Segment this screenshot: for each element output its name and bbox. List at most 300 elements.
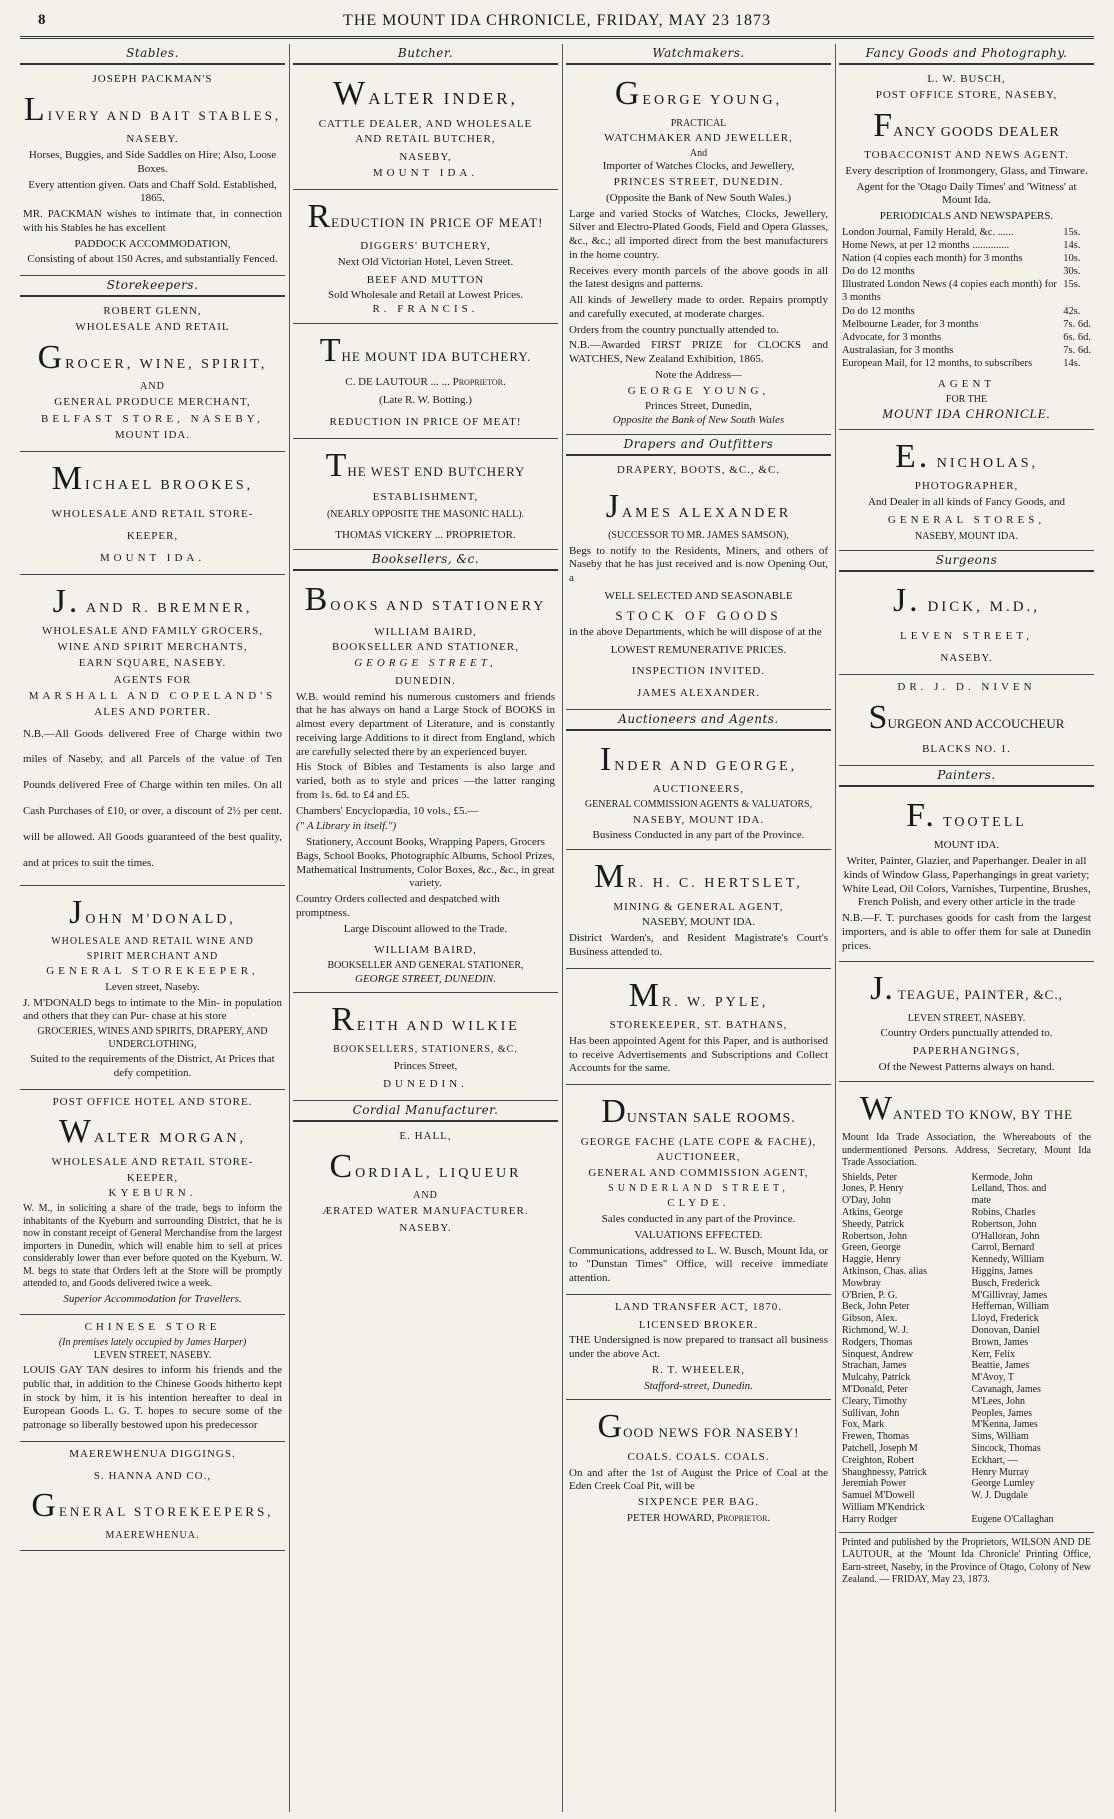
ad-text: Princes Street,	[393, 1060, 458, 1073]
ad-text: MARSHALL AND COPELAND'S	[28, 690, 277, 702]
ad-text: Leven street, Naseby.	[105, 980, 200, 993]
ad-text: PHOTOGRAPHER,	[914, 480, 1019, 493]
ad-text: Country Orders collected and despatched with promptness.	[296, 893, 500, 919]
periodicals-list	[842, 226, 1091, 370]
ad-text: W.B. would remind his numerous customers and friends that he has always on hand a Large Stock of BOOKS in almost every department of Literature, and is constantly receiving large Additions to it direct from England, which are carefully selected there by an experienced buyer.	[296, 690, 555, 758]
section-header-auctioneers: Auctioneers and Agents.	[566, 710, 831, 731]
ad-dunstan	[566, 1085, 831, 1295]
list-item: O'Brien, P. G.	[842, 1289, 898, 1301]
list-item: Carrol, Bernard	[971, 1242, 1035, 1254]
ad-mcdonald	[20, 886, 285, 1090]
ad-text: Princes Street, Dunedin,	[645, 400, 752, 413]
ad-text: THE Undersigned is now prepared to transact all business under the above Act.	[569, 1334, 828, 1360]
ad-text: DIGGERS' BUTCHERY,	[360, 240, 491, 252]
ad-tootell	[839, 789, 1094, 963]
ad-place: DUNEDIN.	[395, 674, 456, 687]
ad-title: CHINESE STORE	[84, 1321, 221, 1334]
ad-alexander	[566, 458, 831, 710]
list-item: Kerr, Felix	[971, 1348, 1015, 1360]
list-item: Sullivan, John	[842, 1407, 900, 1419]
ad-text: STOREKEEPER, ST. BATHANS,	[609, 1019, 788, 1031]
ad-signature: WILLIAM BAIRD,	[374, 944, 477, 957]
masthead	[20, 8, 1094, 39]
ad-title: J. TEAGUE, PAINTER, &C.,	[870, 970, 1063, 1008]
list-item: Robertson, John	[842, 1230, 907, 1242]
ad-text: Orders from the country punctually attended to.	[569, 323, 779, 336]
list-item: Lelland, Thos. and	[971, 1183, 1047, 1195]
ad-text: LEVEN STREET,	[899, 630, 1034, 643]
list-item: Mulcahy, Patrick	[842, 1372, 911, 1384]
column-2	[293, 44, 558, 1812]
ad-text: PRINCES STREET, DUNEDIN.	[613, 176, 784, 188]
list-item: Jones, P. Henry	[842, 1183, 904, 1195]
list-item: M'Lees, John	[971, 1395, 1025, 1407]
ad-text: GEORGE STREET,	[354, 657, 497, 669]
ad-title: F. TOOTELL	[906, 796, 1027, 834]
names-right-column	[972, 1172, 1092, 1526]
ad-text: LICENSED BROKER.	[638, 1318, 759, 1331]
ad-owner: ROBERT GLENN,	[103, 305, 202, 317]
ad-pyle	[566, 969, 831, 1086]
ad-text: SPIRIT MERCHANT AND	[86, 950, 219, 962]
ad-hertslet	[566, 850, 831, 969]
ad-chinese-store	[20, 1315, 285, 1442]
list-item-label: Home News, at per 12 months ..............	[842, 239, 1010, 251]
ad-diggers-butchery	[293, 190, 558, 324]
list-item: Sheedy, Patrick	[842, 1218, 905, 1230]
list-item: William M'Kendrick	[842, 1501, 925, 1513]
ad-place: MOUNT IDA.	[372, 166, 479, 179]
ad-text: LEVEN STREET, NASEBY.	[907, 1012, 1026, 1024]
ad-title: E. NICHOLAS,	[894, 437, 1039, 475]
ad-owner: E. HALL,	[399, 1129, 452, 1142]
ad-text: WATCHMAKER AND JEWELLER,	[604, 132, 793, 144]
ad-text: AGENT	[937, 378, 996, 391]
ad-text: GEORGE FACHE (LATE COPE & FACHE),	[580, 1135, 817, 1148]
ad-text: BELFAST STORE, NASEBY,	[41, 413, 264, 426]
ad-signature: R. T. WHEELER,	[651, 1363, 746, 1376]
ad-inder-george	[566, 733, 831, 850]
ad-place: NASEBY.	[399, 1222, 452, 1235]
ad-title: CORDIAL, LIQUEUR	[329, 1147, 522, 1185]
ad-mount-ida-butchery	[293, 324, 558, 439]
list-item: Atkinson, Chas. alias	[842, 1266, 927, 1277]
list-item: Cavanagh, James	[971, 1383, 1041, 1395]
ad-packman	[20, 67, 285, 276]
ad-text: Note the Address—	[655, 368, 742, 381]
ad-title: JOHN M'DONALD,	[69, 893, 236, 931]
list-item: Sims, William	[971, 1431, 1029, 1443]
newspaper-title: THE MOUNT IDA CHRONICLE, FRIDAY, MAY 23 1873	[343, 12, 771, 29]
ad-text: STOCK OF GOODS	[615, 607, 782, 623]
section-header-butcher: Butcher.	[293, 44, 558, 65]
page-number: 8	[38, 12, 46, 28]
list-item: Eugene O'Callaghan	[971, 1513, 1054, 1525]
ad-text: AND	[140, 381, 165, 392]
ad-title: SURGEON AND ACCOUCHEUR	[868, 698, 1065, 736]
ad-text: And	[689, 147, 708, 159]
ad-owner: MAEREWHENUA DIGGINGS.	[69, 1447, 236, 1460]
ad-owner: POST OFFICE HOTEL AND STORE.	[52, 1095, 253, 1108]
list-item: Sincock, Thomas	[971, 1442, 1041, 1454]
ad-text: GENERAL AND COMMISSION AGENT,	[588, 1167, 809, 1179]
ad-title: DUNSTAN SALE ROOMS.	[601, 1093, 796, 1130]
list-item: mate	[971, 1195, 991, 1207]
ad-text: KEEPER,	[126, 530, 179, 542]
wanted-names-list	[842, 1172, 1091, 1526]
ad-text: GENERAL PRODUCE MERCHANT,	[54, 395, 251, 408]
ad-place: DUNEDIN.	[383, 1078, 468, 1090]
list-item-price: 7s. 6d.	[1063, 318, 1091, 330]
list-item: Peoples, James	[971, 1407, 1033, 1419]
ad-text: NASEBY, MOUNT IDA.	[641, 916, 756, 929]
list-item-price: 7s. 6d.	[1063, 344, 1091, 356]
list-item: Donovan, Daniel	[971, 1324, 1040, 1336]
list-item-price: 15s.	[1063, 279, 1081, 291]
ad-text: S. HANNA AND CO.,	[93, 1469, 212, 1482]
ad-text: W. M., in soliciting a share of the trade, begs to inform the inhabitants of the Kyeburn and surrounding District, that he is now in constant receipt of General Merchandise from the largest importers in Dunedin, which will enable him to sell at prices considerably lower than ever before quoted on the Kyeburn. W. M. begs to state that Orders left at the Store will be promptly attended to, and Goods delivered twice a week.	[23, 1203, 282, 1290]
ad-morgan	[20, 1090, 285, 1316]
ad-signature: THOMAS VICKERY ... PROPRIETOR.	[335, 529, 516, 542]
ad-place: MOUNT IDA.	[114, 429, 191, 441]
ad-text: PAPERHANGINGS,	[912, 1045, 1021, 1058]
list-item: Strachan, James	[842, 1360, 907, 1372]
section-header-booksellers: Booksellers, &c.	[293, 550, 558, 571]
list-item: Henry Murray	[971, 1466, 1029, 1478]
section-header-surgeons: Surgeons	[839, 551, 1094, 572]
ad-signature: PETER HOWARD, Proprietor.	[626, 1511, 771, 1524]
ad-place: KYEBURN.	[108, 1187, 197, 1200]
ad-text: WHOLESALE AND RETAIL STORE-	[51, 508, 254, 521]
ad-title: REDUCTION IN PRICE OF MEAT!	[307, 197, 544, 235]
ad-coals	[566, 1400, 831, 1531]
ad-text: GROCERIES, WINES AND SPIRITS, DRAPERY, AND UNDERCLOTHING,	[37, 1026, 268, 1050]
ad-place: MAEREWHENUA.	[105, 1529, 200, 1541]
ad-text: AGENTS FOR	[113, 674, 192, 687]
list-item: Haggie, Henry	[842, 1254, 901, 1266]
list-item: Jeremiah Power	[842, 1478, 907, 1490]
ad-glenn	[20, 299, 285, 452]
list-item: Patchell, Joseph M	[842, 1442, 918, 1454]
ad-text: BLACKS NO. 1.	[922, 743, 1011, 756]
list-item-price: 10s.	[1063, 253, 1081, 264]
ad-text: Superior Accommodation for Travellers.	[63, 1292, 242, 1305]
ad-owner: L. W. BUSCH,	[927, 73, 1006, 85]
ad-wanted-to-know	[839, 1082, 1094, 1533]
ad-title: WALTER INDER,	[333, 75, 518, 112]
list-item: Kermode, John	[971, 1171, 1033, 1183]
list-item: Creighton, Robert	[842, 1454, 915, 1466]
column-4	[839, 44, 1094, 1812]
ad-text: Mount Ida Trade Association, the Whereabouts of the undermentioned Persons. Address, Secretary, Mount Ida Trade Association.	[842, 1132, 1091, 1169]
section-header-painters: Painters.	[839, 766, 1094, 787]
list-item: Shaughnessy, Patrick	[842, 1466, 927, 1478]
ad-text: Receives every month parcels of the above goods in all the latest designs and patterns.	[569, 264, 828, 291]
ad-text: ESTABLISHMENT,	[372, 491, 479, 503]
list-item: Richmond, W. J.	[842, 1324, 909, 1336]
list-item-price: 14s.	[1063, 239, 1081, 251]
ad-text: TOBACCONIST AND NEWS AGENT.	[864, 149, 1069, 161]
ad-text: SUNDERLAND STREET,	[608, 1182, 789, 1194]
ad-text: BOOKSELLER AND STATIONER,	[332, 641, 519, 654]
ad-text: KEEPER,	[126, 1171, 179, 1184]
ad-text: Business Conducted in any part of the Province.	[592, 829, 805, 842]
list-item: M'Donald, Peter	[842, 1383, 908, 1395]
ad-baird	[293, 573, 558, 993]
ad-niven	[839, 675, 1094, 766]
column-1	[20, 44, 285, 1812]
ad-text: AUCTIONEERS,	[652, 783, 745, 796]
ad-text: Large Discount allowed to the Trade.	[343, 922, 508, 935]
ad-owner: DRAPERY, BOOTS, &C., &C.	[616, 463, 781, 476]
columns	[20, 44, 1094, 1812]
ad-title: MR. H. C. HERTSLET,	[594, 858, 803, 895]
ad-text: PRACTICAL	[670, 117, 727, 129]
ad-place: MOUNT IDA.	[933, 839, 1000, 852]
ad-text: WINE AND SPIRIT MERCHANTS,	[57, 640, 248, 653]
list-item: Samuel M'Dowell	[842, 1490, 915, 1502]
ad-text: VALUATIONS EFFECTED.	[634, 1228, 763, 1241]
ad-text: MOUNT IDA CHRONICLE.	[882, 406, 1051, 422]
ad-hall	[293, 1124, 558, 1244]
ad-text: LOWEST REMUNERATIVE PRICES.	[610, 643, 787, 656]
ad-text: AUCTIONEER,	[656, 1151, 741, 1164]
ad-text: AND RETAIL BUTCHER,	[355, 133, 496, 146]
ad-text: Importer of Watches Clocks, and Jewellery,	[602, 160, 795, 173]
list-item-price: 42s.	[1063, 305, 1081, 317]
ad-bremner	[20, 575, 285, 886]
list-item: Cleary, Timothy	[842, 1395, 907, 1407]
ad-text: ALES AND PORTER.	[94, 705, 211, 718]
ad-text: FOR THE	[945, 393, 988, 405]
list-item-label: European Mail, for 12 months, to subscribers	[842, 358, 1033, 369]
ad-text: (NEARLY OPPOSITE THE MASONIC HALL).	[326, 508, 525, 520]
ad-text: N.B.—F. T. purchases goods for cash from the largest importers, and is able to offer them for sale at Dunedin prices.	[842, 912, 1091, 952]
ad-text: WHOLESALE AND RETAIL STORE-	[51, 1155, 254, 1168]
ad-text: MINING & GENERAL AGENT,	[613, 900, 784, 913]
list-item: Frewen, Thomas	[842, 1431, 910, 1443]
ad-title: GENERAL STOREKEEPERS,	[31, 1487, 274, 1525]
ad-land-transfer	[566, 1295, 831, 1401]
ad-text: LEVEN STREET, NASEBY.	[93, 1349, 212, 1361]
ad-text: in the above Departments, which he will dispose of at the	[569, 625, 822, 638]
ad-west-end-butchery	[293, 439, 558, 551]
list-item: Heffernan, William	[971, 1301, 1050, 1313]
ad-text: N.B.—All Goods delivered Free of Charge within two miles of Naseby, and all Parcels of the value of Ten Pounds delivered Free of Charge within ten miles. On all Cash Purchases of £10, or over, a discount of 2½ per cent. will be allowed. All Goods guaranteed of the best quality, and at prices to suit the times.	[23, 727, 282, 869]
list-item: Gibson, Alex.	[842, 1313, 898, 1325]
section-header-drapers: Drapers and Outfitters	[566, 435, 831, 456]
list-item: Beattie, James	[971, 1360, 1030, 1372]
ad-text: LOUIS GAY TAN desires to inform his friends and the public that, in addition to the Chinese Goods hitherto kept in stock by him, it is his intention hereafter to deal in European Goods L. G. T. hopes to secure some of the patronage so liberally bestowed upon his predecessor	[23, 1364, 282, 1432]
list-item: Sinquest, Andrew	[842, 1348, 914, 1360]
ad-text: (SUCCESSOR TO MR. JAMES SAMSON),	[608, 530, 789, 541]
list-item: O'Halloran, John	[971, 1230, 1040, 1242]
ad-text: Sold Wholesale and Retail at Lowest Prices.	[327, 289, 523, 302]
ad-owner: WILLIAM BAIRD,	[374, 625, 477, 638]
ad-teague	[839, 962, 1094, 1081]
ad-owner: DR. J. D. NIVEN	[897, 680, 1036, 693]
ad-text: His Stock of Bibles and Testaments is also large and varied, both as to style and prices —the latter ranging from 1s. 6d. to £4 and £5.	[296, 761, 555, 801]
ad-title: MICHAEL BROOKES,	[51, 459, 254, 497]
list-item: Beck, John Peter	[842, 1301, 910, 1313]
list-item-label: Advocate, for 3 months	[842, 331, 942, 343]
ad-title: J. DICK, M.D.,	[892, 581, 1041, 619]
list-item-price: 14s.	[1063, 358, 1081, 369]
list-item: M'Gillivray, James	[971, 1289, 1048, 1301]
list-item: Robins, Charles	[971, 1207, 1036, 1219]
ad-title: THE WEST END BUTCHERY	[325, 446, 526, 484]
ad-title: GOOD NEWS FOR NASEBY!	[597, 1408, 800, 1446]
section-header-stables: Stables.	[20, 44, 285, 65]
ad-place: NASEBY.	[126, 133, 179, 146]
ad-text: GENERAL COMMISSION AGENTS & VALUATORS,	[584, 799, 813, 810]
ad-title: GROCER, WINE, SPIRIT,	[37, 338, 268, 376]
ad-text: COALS. COALS. COALS.	[627, 1450, 770, 1463]
ad-text: GEORGE STREET, DUNEDIN.	[355, 972, 496, 985]
ad-place: CLYDE.	[667, 1197, 730, 1210]
ad-text: WHOLESALE AND FAMILY GROCERS,	[41, 625, 263, 637]
section-header-cordial: Cordial Manufacturer.	[293, 1101, 558, 1122]
ad-text: Writer, Painter, Glazier, and Paperhanger. Dealer in all kinds of Window Glass, Paperhangings in great variety; White Lead, Oil Colors, Varnishes, Turpentine, Brushes, French Polish, and every other article in the trade	[842, 855, 1091, 909]
list-item: M'Kenna, James	[971, 1419, 1038, 1431]
ad-text: BOOKSELLER AND GENERAL STATIONER,	[327, 960, 524, 971]
ad-text: SIXPENCE PER BAG.	[637, 1496, 760, 1508]
ad-text: J. M'DONALD begs to intimate to the Min- in population and others that they can Pur- chase at his store	[23, 996, 282, 1023]
ad-title: GEORGE YOUNG,	[614, 75, 783, 112]
ad-text: (Opposite the Bank of New South Wales.)	[606, 191, 791, 204]
ad-text: GENERAL STOREKEEPER,	[46, 965, 259, 978]
list-item: Brown, James	[971, 1336, 1029, 1348]
ad-place: NASEBY, MOUNT IDA.	[915, 531, 1018, 543]
list-item-label: Do do 12 months	[842, 305, 915, 317]
ad-title: WANTED TO KNOW, BY THE	[859, 1089, 1074, 1127]
ad-text: EARN SQUARE, NASEBY.	[78, 656, 227, 669]
ad-inder-butcher	[293, 67, 558, 190]
list-item: M'Avoy, T	[971, 1372, 1014, 1384]
ad-text: All kinds of Jewellery made to order. Repairs promptly and carefully executed, at moderate charges.	[569, 294, 828, 320]
list-item-label: London Journal, Family Herald, &c. ......	[842, 226, 1014, 238]
ad-text: Horses, Buggies, and Side Saddles on Hire; Also, Loose Boxes.	[28, 149, 277, 175]
list-item: Busch, Frederick	[971, 1277, 1040, 1289]
list-item: Atkins, George	[842, 1207, 903, 1219]
ad-text: WHOLESALE AND RETAIL	[75, 320, 230, 333]
ad-text: ÆRATED WATER MANUFACTURER.	[322, 1204, 529, 1217]
list-item: Rodgers, Thomas	[842, 1336, 913, 1348]
ad-title: WALTER MORGAN,	[58, 1113, 247, 1151]
ad-text: Large and varied Stocks of Watches, Clocks, Jewellery, Silver and Electro-Plated Goods, Field and Opera Glasses, &c., &c.; all imported direct from the best manufacturers in the home country.	[569, 207, 828, 261]
ad-text: PERIODICALS AND NEWSPAPERS.	[879, 210, 1054, 222]
ad-text: Sales conducted in any part of the Province.	[601, 1213, 796, 1225]
ad-title: LAND TRANSFER ACT, 1870.	[615, 1300, 782, 1313]
ad-text: Opposite the Bank of New South Wales	[612, 414, 785, 426]
ad-signature: GEORGE YOUNG,	[627, 384, 770, 397]
ad-text: Country Orders punctually attended to.	[880, 1027, 1053, 1040]
list-item: W. J. Dugdale	[971, 1490, 1028, 1502]
ad-text: Has been appointed Agent for this Paper, and is authorised to receive Advertisements and Subscriptions and Collect Accounts for the same.	[569, 1034, 828, 1075]
ad-busch	[839, 67, 1094, 430]
list-item-price: 6s. 6d.	[1063, 331, 1091, 343]
ad-text: District Warden's, and Resident Magistrate's Court's Business attended to.	[569, 932, 828, 958]
ad-title: LIVERY AND BAIT STABLES,	[23, 90, 282, 128]
ad-title: MR. W. PYLE,	[628, 976, 769, 1014]
ad-text: BEEF AND MUTTON	[366, 273, 485, 286]
ad-nicholas	[839, 430, 1094, 551]
ad-text: NASEBY,	[399, 151, 452, 163]
ad-george-young	[566, 67, 831, 435]
ad-text: Of the Newest Patterns always on hand.	[878, 1060, 1055, 1073]
list-item-price: 15s.	[1063, 226, 1081, 238]
ad-text: Stationery, Account Books, Wrapping Papers, Grocers Bags, School Books, Photographic Albums, School Prizes, Mathematical Instruments, Color Boxes, &c., &c., in great variety.	[296, 836, 555, 890]
ad-text: Every attention given. Oats and Chaff Sold. Established, 1865.	[28, 178, 277, 205]
ad-signature: JAMES ALEXANDER.	[637, 687, 760, 699]
ad-text: Agent for the 'Otago Daily Times' and 'Witness' at Mount Ida.	[856, 180, 1077, 207]
ad-text: (" A Library in itself.")	[296, 820, 397, 833]
ad-signature: R. FRANCIS.	[372, 303, 479, 315]
list-item: Mowbray	[842, 1277, 881, 1289]
imprint: Printed and published by the Proprietors, WILSON AND DE LAUTOUR, at the 'Mount Ida Chronicle' Printing Office, Earn-street, Naseby, in the Province of Otago, Colony of New Zealand. — FRIDAY, May 23, 1873.	[842, 1536, 1091, 1586]
ad-text: REDUCTION IN PRICE OF MEAT!	[329, 415, 522, 428]
ad-title: JAMES ALEXANDER	[605, 487, 792, 525]
ad-text: Every description of Ironmongery, Glass, and Tinware.	[845, 164, 1088, 177]
ad-text: Begs to notify to the Residents, Miners, and others of Naseby that he has just received and is now Opening Out, a	[569, 544, 828, 584]
list-item-label: Nation (4 copies each month) for 3 months	[842, 253, 1023, 264]
ad-place: MOUNT IDA.	[99, 551, 206, 564]
names-left-column	[842, 1172, 962, 1526]
ad-title: INDER AND GEORGE,	[599, 740, 798, 778]
ad-text: Next Old Victorian Hotel, Leven Street.	[337, 255, 514, 268]
ad-title: BOOKS AND STATIONERY	[304, 581, 547, 618]
list-item: Shields, Peter	[842, 1171, 897, 1183]
list-item: Lloyd, Frederick	[971, 1313, 1039, 1325]
list-item: Fox, Mark	[842, 1419, 885, 1431]
ad-owner: JOSEPH PACKMAN'S	[92, 73, 213, 85]
list-item: O'Day, John	[842, 1195, 891, 1207]
ad-reith-wilkie	[293, 993, 558, 1101]
ad-title: J. AND R. BREMNER,	[52, 582, 253, 620]
list-item-price: 30s.	[1063, 266, 1081, 278]
list-item-label: Do do 12 months	[842, 266, 915, 278]
column-3	[566, 44, 831, 1812]
ad-title: REITH AND WILKIE	[331, 1001, 520, 1039]
list-item: Higgins, James	[971, 1266, 1033, 1277]
ad-text: On and after the 1st of August the Price of Coal at the Eden Creek Coal Pit, will be	[569, 1466, 828, 1493]
ad-text: BOOKSELLERS, STATIONERS, &C.	[333, 1043, 518, 1055]
ad-text: NASEBY, MOUNT IDA.	[632, 813, 765, 826]
ad-text: Consisting of about 150 Acres, and substantially Fenced.	[27, 253, 278, 266]
ad-text: (Late R. W. Botting.)	[379, 394, 472, 406]
list-item: Eckhart, —	[971, 1454, 1018, 1466]
ad-brookes	[20, 452, 285, 575]
ad-title: FANCY GOODS DEALER	[873, 106, 1060, 144]
ad-text: PADDOCK ACCOMMODATION,	[74, 237, 231, 250]
ad-text: WHOLESALE AND RETAIL WINE AND	[51, 936, 254, 948]
ad-text: CATTLE DEALER, AND WHOLESALE	[318, 117, 533, 130]
list-item: George Lumley	[971, 1478, 1035, 1490]
ad-text: WELL SELECTED AND SEASONABLE	[604, 589, 793, 602]
ad-text: GENERAL STORES,	[887, 513, 1046, 526]
ad-title: THE MOUNT IDA BUTCHERY.	[319, 331, 532, 369]
list-item: Robertson, John	[971, 1218, 1037, 1230]
ad-text: Suited to the requirements of the District, At Prices that defy competition.	[30, 1053, 275, 1079]
ad-text: AND	[413, 1190, 438, 1201]
section-header-fancy-goods: Fancy Goods and Photography.	[839, 44, 1094, 65]
list-item-label: Melbourne Leader, for 3 months	[842, 318, 979, 330]
section-header-watchmakers: Watchmakers.	[566, 44, 831, 65]
list-item: Kennedy, William	[971, 1254, 1045, 1266]
ad-place: NASEBY.	[940, 652, 993, 665]
ad-dick	[839, 574, 1094, 675]
ad-text: Chambers' Encyclopædia, 10 vols., £5.—	[296, 804, 479, 817]
